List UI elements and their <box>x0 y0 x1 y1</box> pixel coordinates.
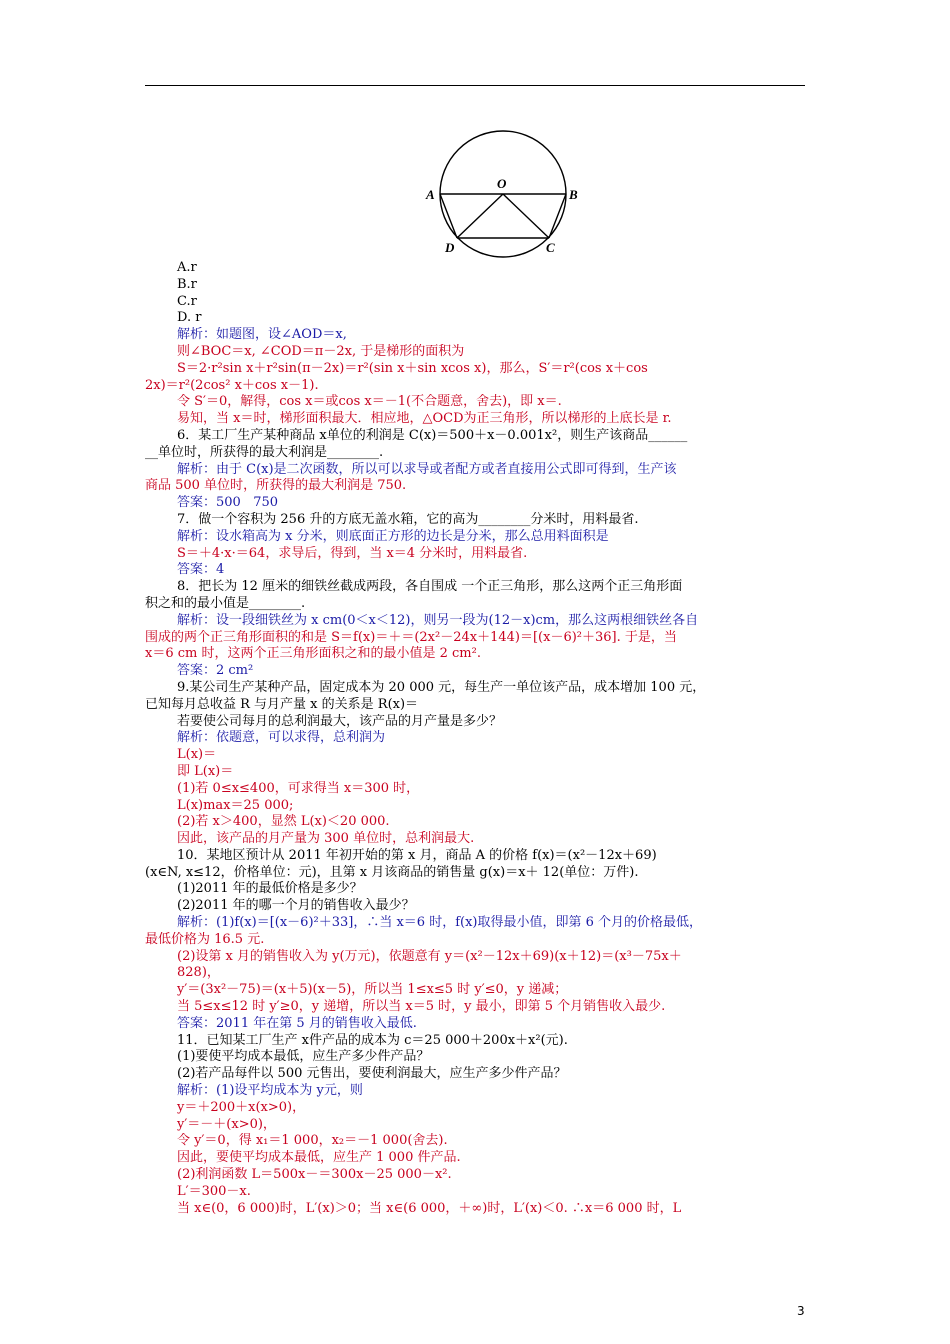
header-rule <box>145 85 805 86</box>
text-line: (2)2011 年的哪一个月的销售收入最少？ <box>177 898 415 914</box>
text-line: x＝6 cm 时，这两个正三角形面积之和的最小值是 2 cm². <box>145 646 481 662</box>
text-line: (1)若 0≤x≤400，可求得当 x＝300 时， <box>177 780 420 796</box>
text-line: y′＝(3x²－75)＝(x＋5)(x－5)，所以当 1≤x≤5 时 y′≤0，y 递减； <box>177 982 568 998</box>
text-line: 9.某公司生产某种产品，固定成本为 20 000 元，每生产一单位该产品，成本增加 100 元， <box>177 679 706 695</box>
radius-od <box>457 194 503 238</box>
chord-ad <box>440 194 457 238</box>
text-line: y＝＋200＋x(x>0)， <box>177 1099 306 1115</box>
page-number: 3 <box>797 1304 805 1318</box>
label-a: A <box>426 187 435 202</box>
text-line: (2)利润函数 L＝500x－＝300x－25 000－x². <box>177 1167 452 1183</box>
text-line: 8．把长为 12 厘米的细铁丝截成两段，各自围成 一个正三角形，那么这两个正三角形面 <box>177 579 683 595</box>
text-line: 答案：2011 年在第 5 月的销售收入最低. <box>177 1015 417 1031</box>
radius-oc <box>503 194 549 238</box>
text-line: 解析：(1)设平均成本为 y元，则 <box>177 1083 363 1099</box>
text-line: y′＝－＋(x>0)， <box>177 1116 276 1132</box>
text-line: L(x)＝ <box>177 747 217 763</box>
text-line: 2x)＝r²(2cos² x＋cos x－1). <box>145 377 319 393</box>
text-line: 最低价格为 16.5 元. <box>145 931 265 947</box>
text-line: 则∠BOC＝x, ∠COD＝π－2x, 于是梯形的面积为 <box>177 343 465 359</box>
chord-bc <box>549 194 566 238</box>
text-line: D. r <box>177 310 202 326</box>
text-line: 7．做一个容积为 256 升的方底无盖水箱，它的高为________分米时，用料最省. <box>177 511 639 527</box>
text-line: (2)设第 x 月的销售收入为 y(万元)，依题意有 y＝(x²－12x＋69)(x＋12)＝(x³－75x＋ <box>177 948 682 964</box>
text-line: 易知，当 x＝时，梯形面积最大．相应地，△OCD为正三角形，所以梯形的上底长是 r. <box>177 411 672 427</box>
text-line: (x∈N, x≤12，价格单位：元)，且第 x 月该商品的销售量 g(x)＝x＋ 12(单位：万件). <box>145 864 639 880</box>
text-line: S＝2·r²sin x＋r²sin(π－2x)＝r²(sin x＋sin xcos x)，那么，S′＝r²(cos x＋cos <box>177 360 648 376</box>
text-line: 10．某地区预计从 2011 年初开始的第 x 月，商品 A 的价格 f(x)＝(x²－12x＋69) <box>177 847 657 863</box>
text-line: 积之和的最小值是________. <box>145 595 306 611</box>
text-line: B.r <box>177 276 197 292</box>
text-line: 解析：依题意，可以求得，总利润为 <box>177 730 386 746</box>
text-line: 解析：如题图，设∠AOD＝x, <box>177 327 347 343</box>
text-line: 答案：2 cm² <box>177 663 254 679</box>
text-line: (1)要使平均成本最低，应生产多少件产品？ <box>177 1049 430 1065</box>
text-line: 令 y′＝0，得 x₁＝1 000，x₂＝－1 000(舍去). <box>177 1133 448 1149</box>
text-line: (1)2011 年的最低价格是多少？ <box>177 881 363 897</box>
text-line: 答案：500 750 <box>177 495 279 511</box>
text-line: 828)， <box>177 965 220 981</box>
text-line: 已知每月总收益 R 与月产量 x 的关系是 R(x)＝ <box>145 696 419 712</box>
text-line: L(x)max＝25 000; <box>177 797 294 813</box>
text-line: S＝＋4·x·＝64，求导后，得到，当 x＝4 分米时，用料最省. <box>177 545 528 561</box>
text-line: __单位时，所获得的最大利润是________. <box>145 444 384 460</box>
text-line: 解析：设一段细铁丝为 x cm(0＜x＜12)，则另一段为(12－x)cm，那么这两根细铁丝各自 <box>177 612 699 628</box>
text-line: A.r <box>177 260 197 275</box>
text-line: 若要使公司每月的总利润最大，该产品的月产量是多少？ <box>177 713 503 729</box>
label-d: D <box>445 240 455 255</box>
text-line: 11．已知某工厂生产 x件产品的成本为 c＝25 000＋200x＋x²(元). <box>177 1032 568 1048</box>
text-line: C.r <box>177 293 197 309</box>
text-line: 答案：4 <box>177 562 225 578</box>
text-line: (2)若产品每件以 500 元售出，要使利润最大，应生产多少件产品？ <box>177 1066 567 1082</box>
text-line: 6．某工厂生产某种商品 x单位的利润是 C(x)＝500＋x－0.001x²，则生产该商品______ <box>177 427 688 443</box>
text-line: 即 L(x)＝ <box>177 763 234 779</box>
text-line: 解析：(1)f(x)＝[(x－6)²＋33]，∴当 x＝6 时，f(x)取得最小值，即第 6 个月的价格最低， <box>177 915 703 931</box>
text-line: 令 S′＝0，解得，cos x＝或cos x＝－1(不合题意，舍去)，即 x＝. <box>177 394 562 410</box>
text-line: L′＝300－x. <box>177 1183 251 1199</box>
label-b: B <box>569 187 578 202</box>
text-line: (2)若 x＞400，显然 L(x)＜20 000. <box>177 814 390 830</box>
text-line: 当 5≤x≤12 时 y′≥0，y 递增，所以当 x＝5 时，y 最小，即第 5 个月销售收入最少. <box>177 999 666 1015</box>
text-line: 解析：由于 C(x)是二次函数，所以可以求导或者配方或者直接用公式即可得到，生产该 <box>177 461 677 477</box>
text-line: 因此，要使平均成本最低，应生产 1 000 件产品. <box>177 1150 461 1166</box>
text-line: 围成的两个正三角形面积的和是 S＝f(x)＝＋＝(2x²－24x＋144)＝[(x－6)²＋36]. 于是，当 <box>145 629 677 645</box>
text-line: 商品 500 单位时，所获得的最大利润是 750. <box>145 478 407 494</box>
text-line: 当 x∈(0，6 000)时，L′(x)＞0；当 x∈(6 000，＋∞)时，L′(x)＜0. ∴x＝6 000 时，L <box>177 1200 682 1216</box>
text-line: 因此，该产品的月产量为 300 单位时，总利润最大. <box>177 831 475 847</box>
trapezoid-in-circle-figure <box>412 125 594 259</box>
text-line: 解析：设水箱高为 x 分米，则底面正方形的边长是分米，那么总用料面积是 <box>177 528 609 544</box>
document-body <box>145 260 809 1217</box>
label-c: C <box>546 240 555 255</box>
label-o: O <box>497 176 507 191</box>
